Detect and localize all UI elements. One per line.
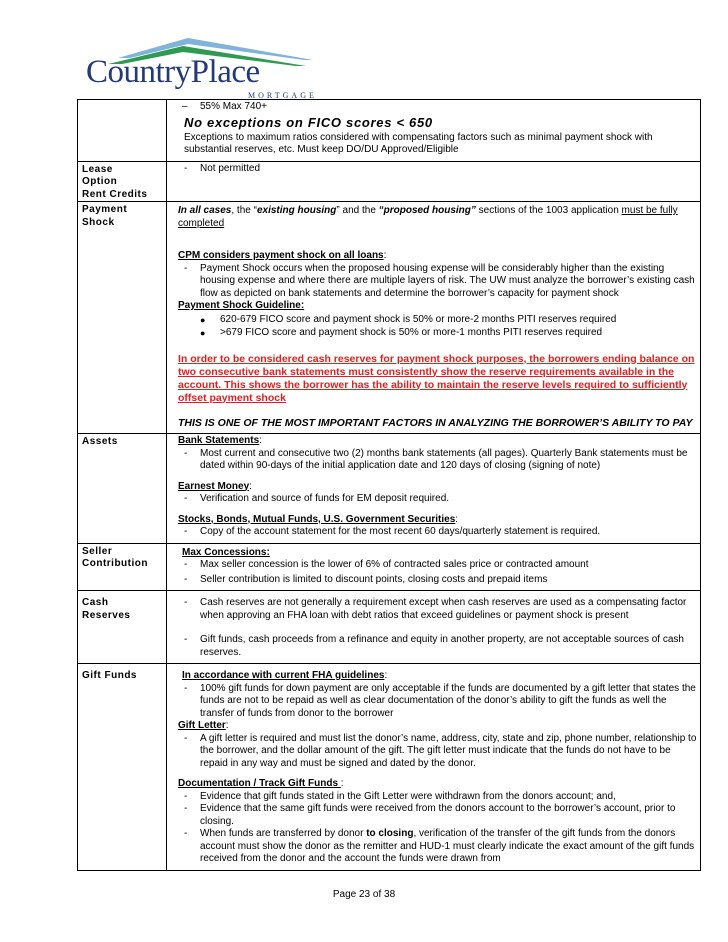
list-item: - Copy of the account statement for the most recent 60 days/quarterly statement is required. (184, 526, 601, 537)
list-item: - Evidence that the same gift funds were received from the donors account to the borrower’s account, prior to closing. (184, 803, 676, 827)
bank-statements-heading: Bank Statements: (178, 435, 262, 446)
documentation-heading: Documentation / Track Gift Funds : (178, 778, 344, 789)
list-item: - Evidence that gift funds stated in the Gift Letter were withdrawn from the donors account; and, (184, 790, 616, 802)
list-item: - Max seller concession is the lower of 6% of contracted sales price or contracted amount (184, 559, 589, 570)
table-row (78, 591, 701, 664)
no-exceptions-heading: No exceptions on FICO scores < 650 (184, 114, 433, 130)
row-label: Gift Funds (78, 664, 167, 871)
list-item: ● >679 FICO score and payment shock is 50% or more-1 months PITI reserves required (200, 327, 603, 338)
list-item: - Seller contribution is limited to discount points, closing costs and prepaid items (184, 573, 548, 585)
cpm-heading: CPM considers payment shock on all loans: (178, 250, 387, 261)
list-item: - 100% gift funds for down payment are only acceptable if the funds are documented by a gift letter that states the funds are not to be repaid as well as clear documentation of the donor’s ability to gift the funds as well the transfer of funds from donor to the borrower (184, 682, 696, 719)
logo-name: CountryPlace (86, 54, 260, 90)
max-concessions-heading: Max Concessions: (182, 546, 270, 558)
list-item: - Payment Shock occurs when the proposed housing expense will be considerably higher than the existing housing expense and where there are multiple layers of risk. The UW must analyze the borrower’s existing cash flow as depicted on bank statements and determine the borrower’s capacity for payment shock (184, 262, 695, 299)
row-label (78, 100, 167, 162)
gift-letter-heading: Gift Letter: (178, 720, 229, 731)
table-row (78, 161, 701, 202)
logo-subtitle: MORTGAGE (248, 91, 317, 100)
table-row (78, 434, 701, 544)
guidelines-table (77, 99, 701, 871)
guideline-heading: Payment Shock Guideline: (178, 300, 305, 311)
company-logo (78, 34, 318, 104)
list-item: - A gift letter is required and must list the donor’s name, address, city, state and zip, phone number, relationship to the borrower, and the dollar amount of the gift. The gift letter must indicate that the funds do not have to be repaid in any way and must be signed and dated by the donor. (184, 732, 697, 769)
list-item: - Most current and consecutive two (2) months bank statements (all pages). Quarterly Bank statements must be dated within 90-days of the initial application date and 120 days of closing (signing of note) (184, 447, 688, 471)
list-item: - Verification and source of funds for EM deposit required. (184, 493, 450, 504)
list-item: - Not permitted (184, 162, 261, 174)
row-label: Payment Shock (78, 202, 167, 434)
row-label: Lease Option Rent Credits (78, 161, 167, 202)
table-row (78, 543, 701, 591)
list-item: ● 620-679 FICO score and payment shock is 50% or more-2 months PITI reserves required (200, 313, 617, 325)
list-item: – 55% Max 740+ (182, 101, 267, 112)
stocks-heading: Stocks, Bonds, Mutual Funds, U.S. Government Securities: (178, 513, 459, 525)
row-label: Cash Reserves (78, 591, 167, 664)
row-label: Assets (78, 434, 167, 544)
table-row (78, 202, 701, 434)
exceptions-note: Exceptions to maximum ratios considered with compensating factors such as minimal payment shock with substantial reserves, etc. Must keep DO/DU Approved/Eligible (184, 131, 653, 155)
list-item: - Gift funds, cash proceeds from a refinance and equity in another property, are not acceptable sources of cash reserves. (184, 634, 684, 658)
table-row (78, 100, 701, 162)
table-row (78, 664, 701, 871)
row-label: Seller Contribution (78, 543, 167, 591)
completion-requirement: In all cases, the “existing housing” and the “proposed housing” sections of the 1003 application must be fully completed (178, 205, 678, 229)
earnest-money-heading: Earnest Money: (178, 480, 252, 492)
reserve-warning: In order to be considered cash reserves for payment shock purposes, the borrowers ending balance on two consecutive bank statements must consistently show the reserve requirements available in the account. This shows the borrower has the ability to maintain the reserve levels required to sufficiently offset payment shock (178, 352, 695, 404)
important-note: THIS IS ONE OF THE MOST IMPORTANT FACTORS IN ANALYZING THE BORROWER’S ABILITY TO PAY (178, 416, 693, 429)
list-item: - When funds are transferred by donor to closing, verification of the transfer of the gift funds from the donors account must show the donor as the remitter and HUD-1 must clearly indicate the exact amount of the gift funds received from the donor and the account the funds were drawn from (184, 828, 695, 864)
fha-heading: In accordance with current FHA guidelines: (182, 670, 388, 681)
list-item: - Cash reserves are not generally a requirement except when cash reserves are used as a compensating factor when approving an FHA loan with debt ratios that exceed guidelines or payment shock is present (184, 597, 687, 621)
page-number: Page 23 of 38 (332, 889, 396, 900)
